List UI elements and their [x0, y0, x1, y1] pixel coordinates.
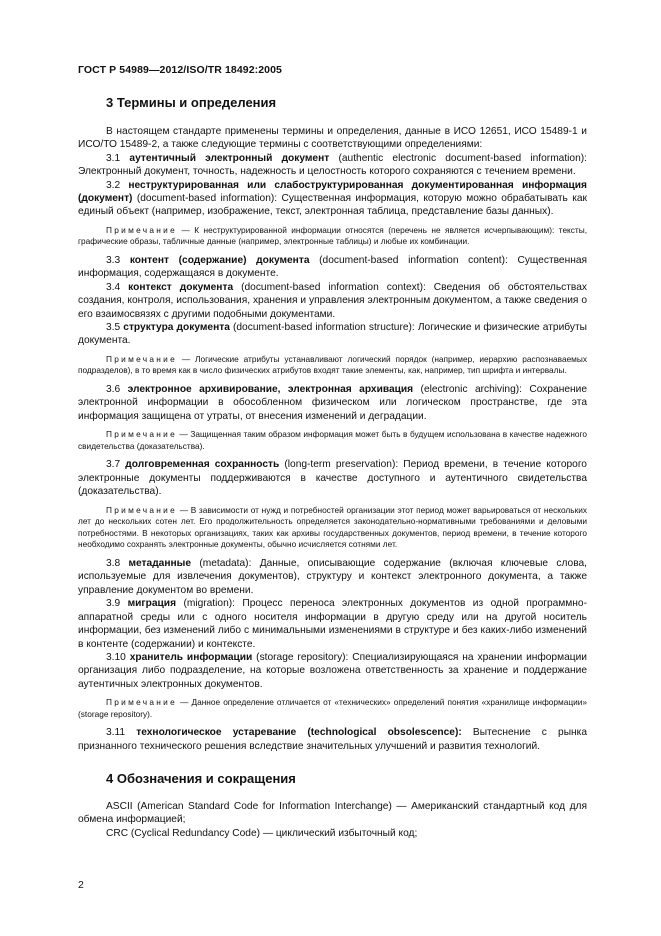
note-label: Примечание — [106, 224, 178, 235]
note-text: — К неструктурированной информации относятся (перечень не является исчерпывающим): тексты, графические образы, табличные данные (например, электронные таблицы) и любые их комбинации. — [78, 224, 587, 247]
section-4-body — [78, 800, 587, 840]
term-3-3 — [78, 254, 587, 281]
term-number: 3.7 — [106, 459, 121, 471]
term-number: 3.3 — [106, 255, 121, 267]
term-name: контент (содержание) документа — [129, 255, 310, 267]
term-definition: (metadata): Данные, описывающие содержание (включая ключевые слова, используемые для извлечения документов), структуру и контекст электронного документа, а также управление документом во времени. — [78, 558, 587, 596]
term-definition: (document-based information structure): Логические и физические атрибуты документа. — [78, 322, 587, 347]
term-name: контекст документа — [128, 281, 234, 293]
term-definition: (electronic archiving): Сохранение электронной информации в обособленном физическом или логическом пространстве, где эта информация защищена от утраты, от внесения изменений и деградации. — [78, 384, 587, 422]
note-5 — [78, 697, 587, 720]
term-definition: (document-based information content): Существенная информация, содержащаяся в документе. — [78, 255, 588, 280]
section-3-title: 3 Термины и определения — [106, 95, 277, 110]
section-3-intro: В настоящем стандарте применены термины и определения, данные в ИСО 12651, ИСО 15489-1 и ИСО/ТО 15489-2, а также следующие термины с соответствующими определениями: — [78, 126, 587, 151]
term-number: 3.5 — [106, 322, 121, 334]
term-name: долговременная сохранность — [125, 459, 280, 471]
term-name: неструктурированная или слабоструктурированная документированная информация (документ) — [78, 179, 587, 205]
abbr-ascii: ASCII (American Standard Code for Information Interchange) — Американский стандартный код для обмена информацией; — [78, 801, 587, 826]
term-3-2 — [78, 179, 587, 219]
term-number: 3.8 — [106, 558, 121, 570]
note-text: — Данное определение отличается от «технических» определений понятия «хранилище информации» (storage repository). — [78, 697, 587, 719]
term-definition: Вытеснение с рынка признанного технического решения вследствие значительных улучшений и развития технологий. — [78, 727, 587, 752]
page-number: 2 — [78, 879, 84, 891]
term-3-1 — [78, 152, 587, 179]
term-name: электронное архивирование, электронная архивация — [127, 384, 414, 396]
term-number: 3.4 — [106, 281, 121, 293]
note-label: Примечание — [106, 697, 178, 708]
term-3-5 — [78, 321, 587, 348]
section-3-body — [78, 125, 587, 753]
term-name: технологическое устаревание (technological obsolescence): — [136, 727, 462, 739]
term-number: 3.11 — [106, 727, 126, 739]
term-3-8 — [78, 557, 587, 597]
term-definition: (long-term preservation): Период времени, в течение которого электронные документы поддерживаются в качестве доступного и аутентичного свидетельства (доказательства). — [78, 459, 587, 498]
term-name: хранитель информации — [129, 651, 253, 663]
term-definition: (authentic electronic document-based information): Электронный документ, точность, надежность и целостность которого сохраняются с течением времени. — [78, 152, 587, 178]
term-3-7 — [78, 458, 587, 498]
term-name: метаданные — [128, 558, 192, 570]
term-3-10 — [78, 651, 587, 691]
abbr-crc: CRC (Cyclical Redundancy Code) — циклический избыточный код; — [106, 827, 418, 839]
term-number: 3.1 — [106, 152, 121, 164]
term-number: 3.9 — [106, 598, 121, 610]
note-text: — Защищенная таким образом информация может быть в будущем использована в качестве надежного свидетельства (доказательства). — [78, 429, 587, 451]
term-name: аутентичный электронный документ — [129, 152, 330, 164]
term-name: миграция — [127, 598, 177, 610]
note-label: Примечание — [106, 429, 178, 440]
note-2 — [78, 354, 587, 377]
term-definition: (document-based information): Существенная информация, которую можно обрабатывать как единый объект (например, изображение, текст, электронная таблица, представление базы данных). — [78, 193, 587, 218]
note-4 — [78, 505, 587, 551]
term-3-11 — [78, 726, 587, 753]
note-label: Примечание — [106, 353, 178, 364]
document-header: ГОСТ Р 54989—2012/ISO/TR 18492:2005 — [78, 64, 282, 76]
note-text: — Логические атрибуты устанавливают логический порядок (например, иерархию распознаваемых подразделов), в то время как в число физических атрибутов входят такие элементы, как, например, тип шрифта и интервалы. — [78, 353, 587, 376]
term-3-4 — [78, 281, 587, 321]
note-1 — [78, 225, 587, 248]
term-number: 3.2 — [106, 179, 121, 191]
note-label: Примечание — [106, 504, 178, 515]
term-name: структура документа — [123, 322, 230, 334]
term-3-9 — [78, 597, 587, 651]
section-4-title: 4 Обозначения и сокращения — [106, 771, 296, 786]
note-3 — [78, 429, 587, 452]
term-definition: (document-based information context): Сведения об обстоятельствах создания, контроля, использования, хранения и управления электронным документом, а также сведения о его взаимосвязях с другими подобными документами. — [78, 281, 587, 320]
term-number: 3.10 — [106, 651, 126, 663]
term-definition: (storage repository): Специализирующаяся на хранении информации организация либо подразделение, на которые возложена ответственность за хранение и поддержание аутентичных электронных документов. — [78, 651, 587, 690]
term-3-6 — [78, 383, 587, 423]
term-definition: (migration): Процесс переноса электронных документов из одной программно-аппаратной среды или с одного носителя информации в другую среду или на другой носитель информации, без изменений либо с минимальными изменениями в структуре и без каких-либо изменений в контенте (содержании) и контексте. — [78, 598, 587, 650]
term-number: 3.6 — [106, 384, 121, 396]
note-text: — В зависимости от нужд и потребностей организации этот период может варьироваться от нескольких лет до нескольких сотен лет. Его продолжительность определяется законодательно-нормативными требованиями и деловыми потребностями. В некоторых организациях, таких как архивы государственных документов, период времени, в течение которого необходимо сохранять электронные документы, обычно исчисляется сотнями лет. — [78, 504, 587, 550]
